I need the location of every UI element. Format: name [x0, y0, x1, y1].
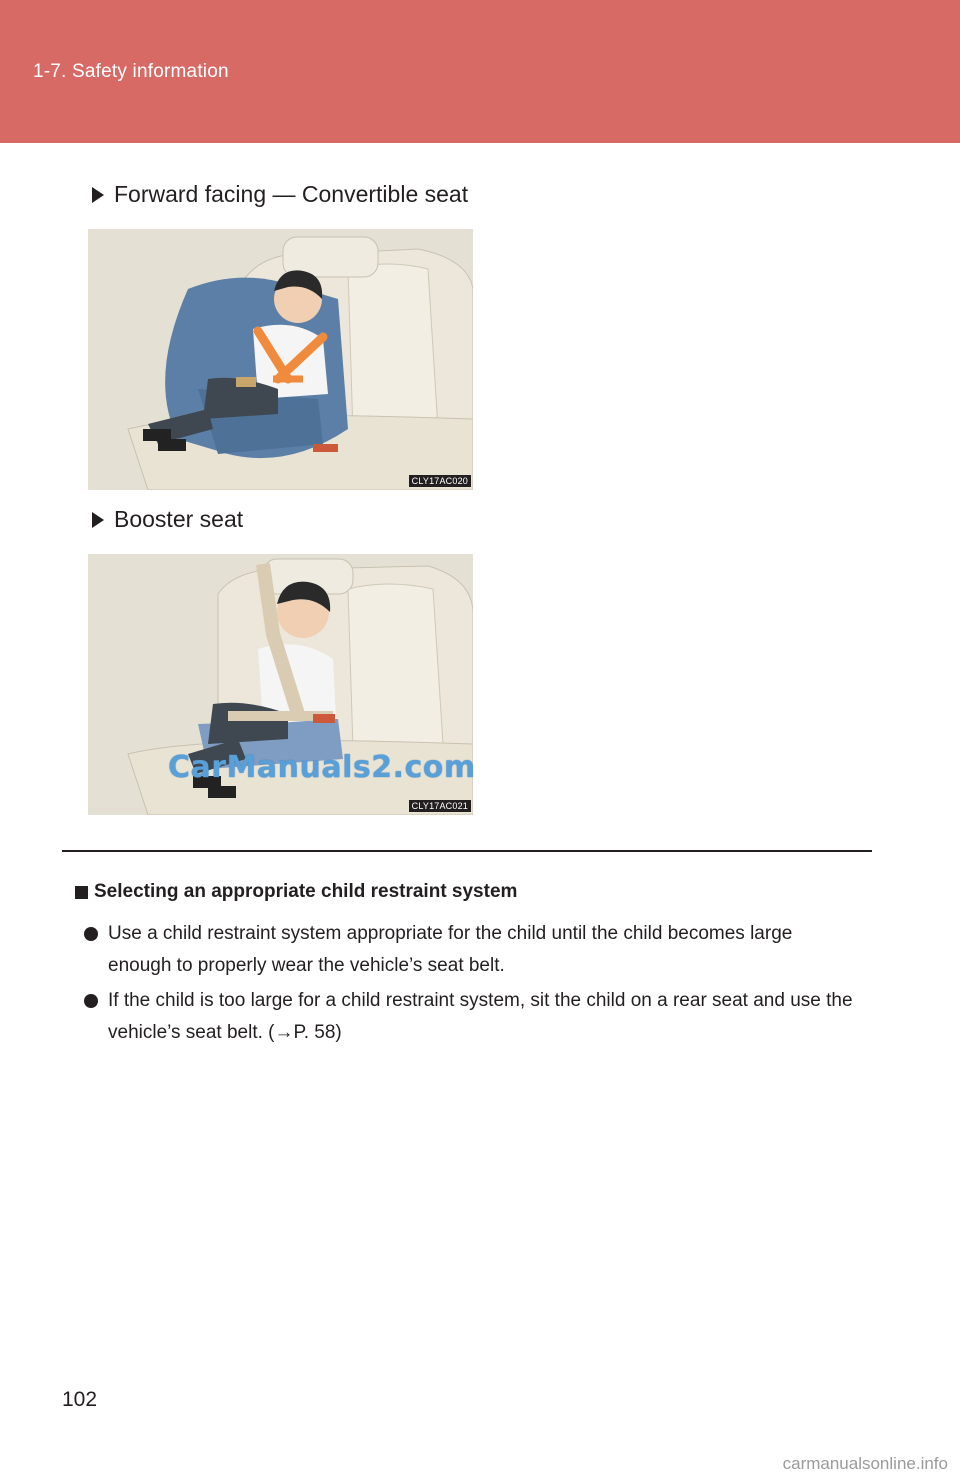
triangle-bullet-icon — [92, 187, 104, 203]
footer-watermark: carmanualsonline.info — [782, 1454, 948, 1473]
note-bullet-text: If the child is too large for a child restraint system, sit the child on a rear seat and use the vehicle’s seat belt. (→P. 58) — [108, 990, 853, 1043]
note-bullet — [84, 918, 854, 982]
note-bullet — [84, 985, 854, 1049]
note-title-text: Selecting an appropriate child restraint system — [94, 881, 518, 902]
note-bullet-text: Use a child restraint system appropriate for the child until the child becomes large enough to properly wear the vehicle’s seat belt. — [108, 923, 793, 976]
section-heading-text: Booster seat — [114, 506, 244, 532]
divider — [62, 850, 872, 852]
circle-bullet-icon — [84, 927, 98, 941]
figure-convertible-seat — [88, 229, 473, 490]
section-heading-booster-seat — [92, 506, 243, 533]
figure-code: CLY17AC020 — [409, 475, 471, 487]
triangle-bullet-icon — [92, 512, 104, 528]
watermark: CarManuals2.com — [168, 750, 476, 785]
page-header — [0, 0, 960, 143]
note-title — [75, 881, 517, 903]
convertible-seat-illustration — [88, 229, 473, 490]
page-number: 102 — [62, 1388, 98, 1411]
section-heading-forward-facing — [92, 181, 468, 208]
circle-bullet-icon — [84, 994, 98, 1008]
square-bullet-icon — [75, 886, 88, 899]
header-title: 1-7. Safety information — [33, 61, 229, 82]
section-heading-text: Forward facing — Convertible seat — [114, 181, 469, 207]
figure-code: CLY17AC021 — [409, 800, 471, 812]
